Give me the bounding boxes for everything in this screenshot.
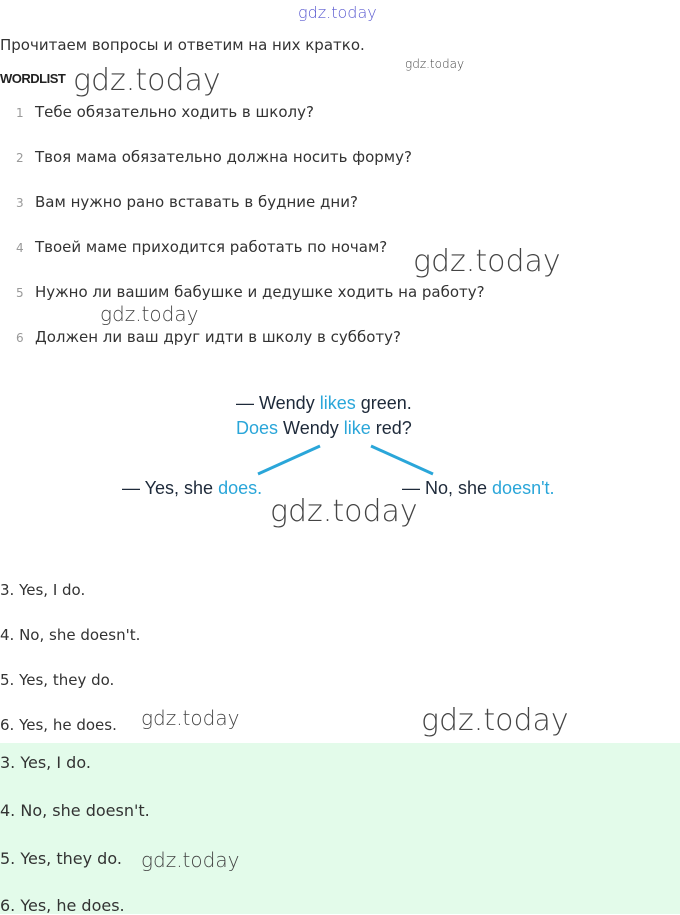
- example-highlight: likes: [319, 393, 356, 413]
- answer-item: 3. Yes, I do.: [0, 581, 86, 599]
- example-yes-answer: [122, 478, 262, 499]
- watermark-wordlist: gdz.today: [73, 63, 221, 98]
- example-no-answer: [402, 478, 555, 499]
- answer-item: 6. Yes, he does.: [0, 896, 125, 915]
- question-text: Нужно ли вашим бабушке и дедушке ходить на работу?: [35, 283, 485, 301]
- answer-item: 4. No, she doesn't.: [0, 626, 141, 644]
- question-number: 4: [16, 241, 24, 255]
- example-text: red?: [370, 418, 412, 438]
- answer-item: 3. Yes, I do.: [0, 753, 91, 772]
- question-text: Вам нужно рано вставать в будние дни?: [35, 193, 358, 211]
- watermark-box: gdz.today: [141, 848, 240, 872]
- arrow-left: [258, 446, 320, 474]
- example-text: Wendy: [278, 418, 344, 438]
- example-text: — No, she: [402, 478, 493, 498]
- question-text: Твоей маме приходится работать по ночам?: [35, 238, 388, 256]
- answer-item: 6. Yes, he does.: [0, 716, 117, 734]
- answer-item: 4. No, she doesn't.: [0, 801, 150, 820]
- answer-item: 5. Yes, they do.: [0, 671, 115, 689]
- question-text: Твоя мама обязательно должна носить форму?: [35, 148, 412, 166]
- watermark-top: gdz.today: [298, 3, 377, 22]
- example-highlight: does.: [218, 478, 263, 498]
- example-text: — Wendy: [236, 393, 320, 413]
- question-number: 6: [16, 331, 24, 345]
- question-text: Должен ли ваш друг идти в школу в субботу?: [35, 328, 402, 346]
- example-text: green.: [355, 393, 412, 413]
- watermark-small: gdz.today: [405, 57, 465, 71]
- example-text: — Yes, she: [122, 478, 219, 498]
- watermark-questions-right: gdz.today: [413, 244, 561, 279]
- example-highlight: Does: [236, 418, 279, 438]
- watermark-answers-mid: gdz.today: [141, 706, 240, 730]
- question-number: 1: [16, 106, 24, 120]
- watermark-answers-right: gdz.today: [421, 703, 569, 738]
- arrow-right: [371, 446, 433, 474]
- watermark-questions-mid: gdz.today: [100, 302, 199, 326]
- question-number: 2: [16, 151, 24, 165]
- question-number: 5: [16, 286, 24, 300]
- intro-text: Прочитаем вопросы и ответим на них кратко.: [0, 36, 365, 54]
- wordlist-label: WORDLIST: [0, 71, 66, 86]
- example-highlight: like: [343, 418, 371, 438]
- question-number: 3: [16, 196, 24, 210]
- answer-item: 5. Yes, they do.: [0, 849, 122, 868]
- answer-box: [0, 743, 680, 914]
- watermark-diagram: gdz.today: [270, 494, 418, 529]
- question-text: Тебе обязательно ходить в школу?: [35, 103, 314, 121]
- example-highlight: doesn't.: [492, 478, 555, 498]
